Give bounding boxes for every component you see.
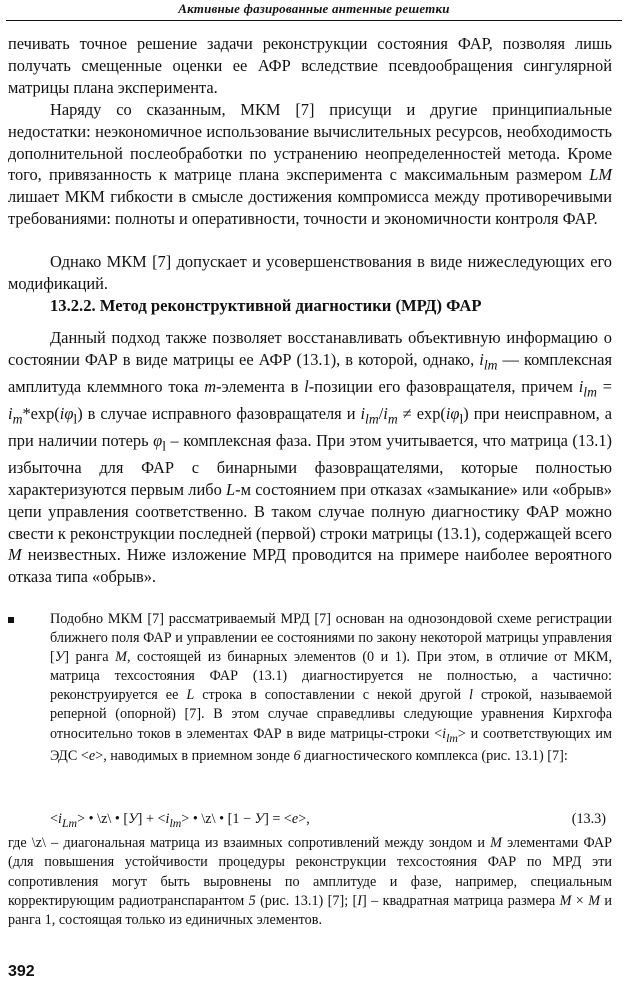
paragraph-1 (8, 33, 612, 98)
equation-number: (13.3) (571, 811, 606, 827)
running-header (0, 0, 628, 24)
paragraph-tail: где \z\ – диагональная матрица из взаимных сопротивлений между зондом и M элементами ФАР (для повышения устойчивости процедуры реконструкции техсостояния ФАР по МРД эти сопротивления могут быть выровнены по амплитуде и фазе, например, специальным корректирующим радиотранспарантом 5 (рис. 13.1) [7]; [I] – квадратная матрица размера M × M и ранга 1, состоящая только из единичных элементов. (8, 835, 612, 929)
section-heading: 13.2.2. Метод реконструктивной диагностики (МРД) ФАР (50, 296, 482, 315)
header-rule (6, 20, 622, 21)
bullet-paragraph (8, 610, 612, 767)
paragraph-2 (8, 99, 612, 230)
paragraph-2-text: Наряду со сказанным, МКМ [7] присущи и другие принципиальные недостатки: неэкономичное использование вычислительных ресурсов, необходимость дополнительной послеобработки по устранению неопределенностей метода. Кроме того, привязанность к матрице плана эксперимента с максимальным размером LM лишает МКМ гибкости в смысле достижения компромисса между противоречивыми требованиями: полноты и оперативности, точности и экономичности контроля ФАР. (8, 100, 612, 228)
equation-body: $<i_{Lm}>$ • \z\ • $[У] + <i_{lm}>$ • \z\ • [1 − У] = <e>, (50, 811, 310, 830)
bullet-square-icon (8, 617, 14, 623)
paragraph-4-text: Данный подход также позволяет восстанавливать объективную информацию о состоянии ФАР в виде матрицы ее АФР (13.1), в которой, однако, $i_{lm}$ — комплексная амплитуда клеммного тока m-элемента в l-позиции его фазовращателя, причем $i_{lm} = i_m*\exp(i\varphi_l)$ в случае исправного фазовращателя и $i_{lm}/i_m \ne \exp(i\varphi_l)$ при неисправном, а при наличии потерь $\varphi_l$ – комплексная фаза. При этом учитывается, что матрица (13.1) избыточна для ФАР с бинарными фазовращателями, которые полностью характеризуются первым либо L-м состоянием при отказах «замыкание» или «обрыв» цепи управления соответственно. В таком случае полную диагностику ФАР можно свести к реконструкции последней (первой) строки матрицы (13.1), содержащей всего M неизвестных. Ниже изложение МРД проводится на примере наиболее вероятного отказа типа «обрыв». (8, 328, 612, 587)
paragraph-4 (8, 327, 612, 588)
header-title: Активные фазированные антенные решетки (178, 1, 450, 16)
paragraph-1-text: печивать точное решение задачи реконструкции состояния ФАР, позволяя лишь получать смещенные оценки ее АФР вследствие псевдообращения сингулярной матрицы плана эксперимента. (8, 34, 612, 97)
bullet-text: Подобно МКМ [7] рассматриваемый МРД [7] основан на однозондовой схеме регистрации ближнего поля ФАР и управлении ее состояниями по закону некоторой матрицы управления [У] ранга M, состоящей из бинарных элементов (0 и 1). При этом, в отличие от МКМ, матрица техсостояния ФАР (13.1) диагностируется не полностью, а частично: реконструируется ее L строка в сопоставлении с некой другой l строкой, называемой реперной (опорной) [7]. В этом случае справедливы следующие уравнения Кирхгофа относительно токов в элементах ФАР в виде матрицы-строки $<i_{lm}> и$ соответствующих им ЭДС <e>, наводимых в приемном зонде 6 диагностического комплекса (рис. 13.1) [7]: (50, 611, 613, 765)
page-number: 392 (8, 963, 35, 980)
equation-13-3 (50, 811, 610, 831)
paragraph-3-text: Однако МКМ [7] допускает и усовершенствования в виде нижеследующих его модификаций. (8, 252, 612, 293)
paragraph-3 (8, 251, 612, 295)
